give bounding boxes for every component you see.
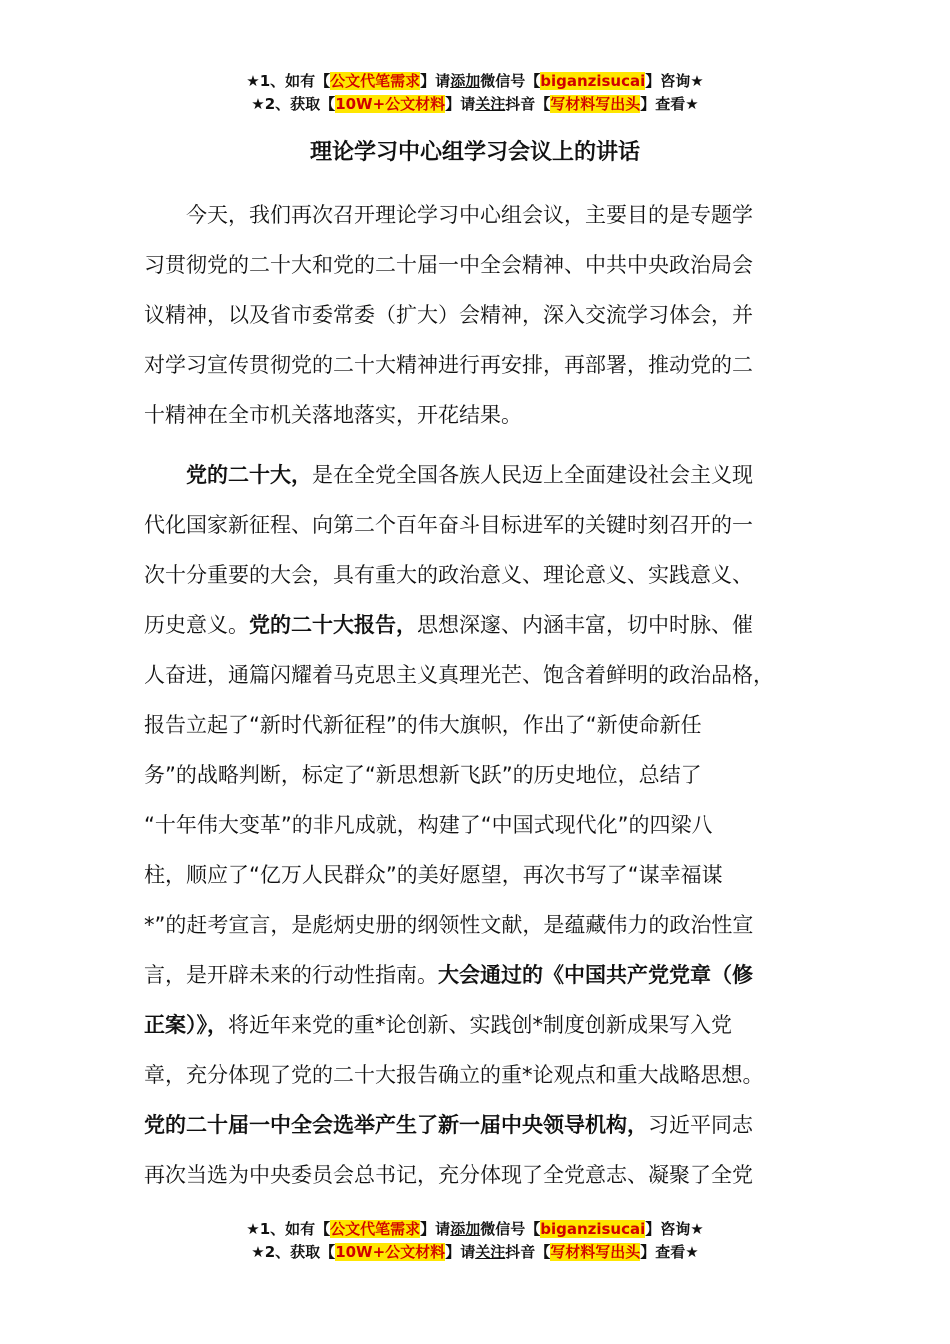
text-line: 议精神，以及省市委常委（扩大）会精神，深入交流学习体会，并 [144, 303, 753, 327]
banner-highlight: 写材料写出头 [550, 95, 641, 113]
banner-text: 】咨询★ [645, 72, 704, 90]
banner-underline: 添加 [450, 1220, 481, 1238]
banner-text: 微信号【 [480, 72, 541, 90]
paragraph-2 [144, 450, 809, 1200]
banner-highlight: 公文代笔需求 [330, 1220, 421, 1238]
text-run: 思想深邃、内涵丰富，切中时脉、催 [417, 613, 753, 637]
text-line [144, 1000, 809, 1050]
text-run: 言，是开辟未来的行动性指南。 [144, 963, 438, 987]
header-banner [0, 70, 950, 116]
text-line: 习贯彻党的二十大和党的二十届一中全会精神、中共中央政治局会 [144, 253, 753, 277]
text-line: 次十分重要的大会，具有重大的政治意义、理论意义、实践意义、 [144, 563, 753, 587]
text-line: 柱，顺应了“亿万人民群众”的美好愿望，再次书写了“谋幸福谋 [144, 863, 723, 887]
banner-text: ★1、如有【 [246, 72, 331, 90]
bold-phrase: 党的二十大报告， [249, 613, 417, 637]
text-line: 务”的战略判断，标定了“新思想新飞跃”的历史地位，总结了 [144, 763, 702, 787]
bold-phrase: 正案）》， [144, 1013, 228, 1037]
text-line: “十年伟大变革”的非凡成就，构建了“中国式现代化”的四梁八 [144, 813, 713, 837]
banner-text: 】请 [420, 1220, 451, 1238]
banner-line-1 [0, 1218, 950, 1241]
bold-phrase: 大会通过的《中国共产党党章（修 [438, 963, 753, 987]
banner-text: 】请 [445, 95, 476, 113]
text-line: *”的赶考宣言，是彪炳史册的纲领性文献，是蕴藏伟力的政治性宣 [144, 913, 754, 937]
document-title: 理论学习中心组学习会议上的讲话 [309, 140, 640, 165]
banner-text: 】查看★ [640, 1243, 699, 1261]
text-line [144, 950, 809, 1000]
text-line: 报告立起了“新时代新征程”的伟大旗帜，作出了“新使命新任 [144, 713, 702, 737]
banner-line-2 [0, 93, 950, 116]
footer-banner [0, 1218, 950, 1264]
text-line: 十精神在全市机关落地落实，开花结果。 [144, 403, 522, 427]
text-line: 对学习宣传贯彻党的二十大精神进行再安排，再部署，推动党的二 [144, 353, 753, 377]
text-line: 人奋进，通篇闪耀着马克思主义真理光芒、饱含着鲜明的政治品格， [144, 663, 774, 687]
text-line [144, 1100, 809, 1150]
banner-text: 微信号【 [480, 1220, 541, 1238]
text-line: 代化国家新征程、向第二个百年奋斗目标进军的关键时刻召开的一 [144, 513, 753, 537]
banner-text: 】请 [420, 72, 451, 90]
text-line: 章，充分体现了党的二十大报告确立的重*论观点和重大战略思想。 [144, 1063, 764, 1087]
text-run: 历史意义。 [144, 613, 249, 637]
banner-text: 】查看★ [640, 95, 699, 113]
banner-text: 】咨询★ [645, 1220, 704, 1238]
banner-text: ★1、如有【 [246, 1220, 331, 1238]
banner-text: ★2、获取【 [251, 1243, 336, 1261]
banner-underline: 关注 [475, 1243, 506, 1261]
banner-underline: 关注 [475, 95, 506, 113]
banner-highlight: 10W+公文材料 [335, 1243, 446, 1261]
banner-line-2 [0, 1241, 950, 1264]
banner-highlight: biganzisucai [540, 1220, 646, 1238]
bold-phrase: 党的二十大， [186, 463, 312, 487]
text-run: 习近平同志 [648, 1113, 753, 1137]
banner-highlight: 10W+公文材料 [335, 95, 446, 113]
paragraph-1 [144, 190, 809, 440]
text-line: 再次当选为中央委员会总书记，充分体现了全党意志、凝聚了全党 [144, 1163, 753, 1187]
text-line [144, 600, 809, 650]
text-line [144, 450, 809, 500]
banner-text: 抖音【 [505, 1243, 551, 1261]
banner-text: 抖音【 [505, 95, 551, 113]
text-run: 将近年来党的重*论创新、实践创*制度创新成果写入党 [228, 1013, 732, 1037]
text-run: 是在全党全国各族人民迈上全面建设社会主义现 [312, 463, 753, 487]
banner-text: ★2、获取【 [251, 95, 336, 113]
banner-highlight: 写材料写出头 [550, 1243, 641, 1261]
banner-line-1 [0, 70, 950, 93]
banner-text: 】请 [445, 1243, 476, 1261]
banner-highlight: biganzisucai [540, 72, 646, 90]
banner-highlight: 公文代笔需求 [330, 72, 421, 90]
banner-underline: 添加 [450, 72, 481, 90]
text-line: 今天，我们再次召开理论学习中心组会议，主要目的是专题学 [186, 203, 753, 227]
bold-phrase: 党的二十届一中全会选举产生了新一届中央领导机构， [144, 1113, 648, 1137]
